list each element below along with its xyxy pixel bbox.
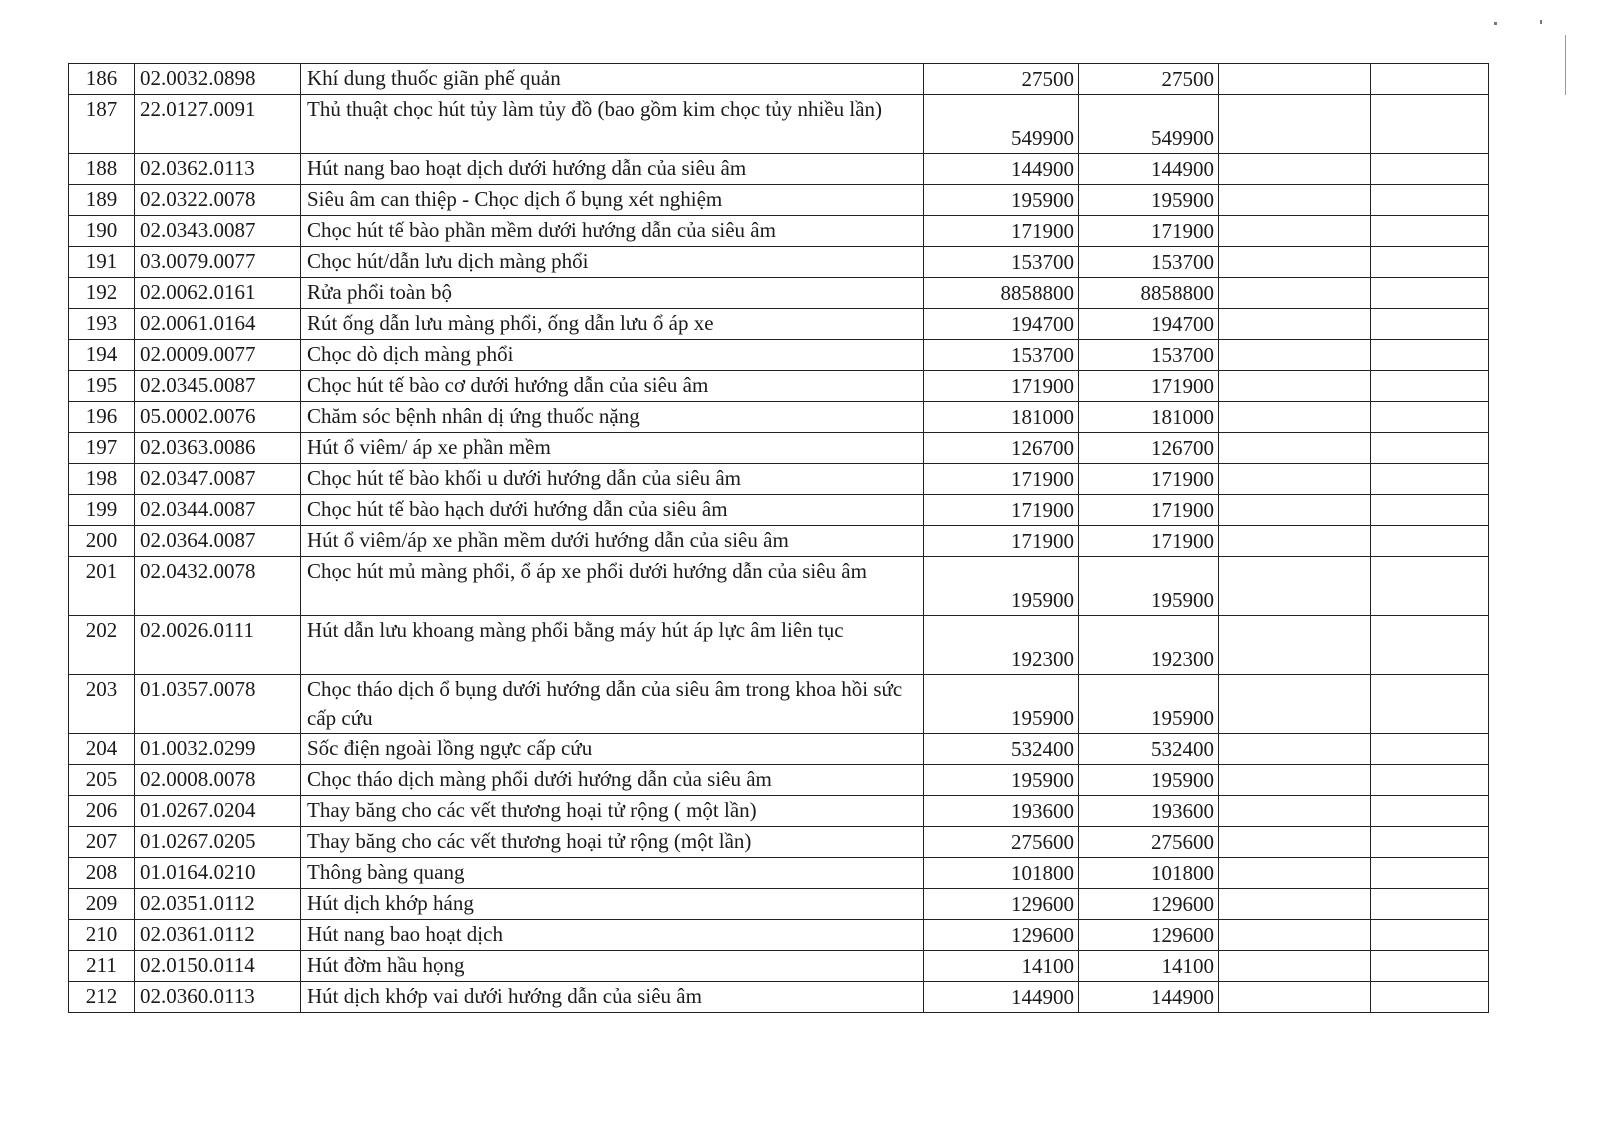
service-name: Siêu âm can thiệp - Chọc dịch ổ bụng xét nghiệm [301,185,924,216]
price-cell: 153700 [924,247,1079,278]
price-cell: 144900 [1079,982,1219,1013]
table-row [69,247,1489,278]
table-row [69,982,1489,1013]
service-code: 02.0364.0087 [135,526,301,557]
table-row [69,889,1489,920]
price-cell: 171900 [1079,464,1219,495]
service-code: 03.0079.0077 [135,247,301,278]
price-cell: 101800 [924,858,1079,889]
service-code: 02.0008.0078 [135,765,301,796]
service-name: Hút dẫn lưu khoang màng phổi bằng máy hút áp lực âm liên tục [301,616,924,675]
row-number: 199 [69,495,135,526]
service-name: Chọc hút tế bào cơ dưới hướng dẫn của siêu âm [301,371,924,402]
price-cell: 195900 [1079,557,1219,616]
row-number: 205 [69,765,135,796]
empty-cell [1371,526,1489,557]
table-row [69,309,1489,340]
row-number: 211 [69,951,135,982]
row-number: 188 [69,154,135,185]
table-row [69,557,1489,616]
empty-cell [1219,433,1371,464]
empty-cell [1219,889,1371,920]
service-code: 02.0150.0114 [135,951,301,982]
row-number: 196 [69,402,135,433]
service-name: Thay băng cho các vết thương hoại tử rộng (một lần) [301,827,924,858]
service-code: 02.0351.0112 [135,889,301,920]
row-number: 204 [69,734,135,765]
empty-cell [1371,216,1489,247]
service-code: 02.0032.0898 [135,64,301,95]
price-cell: 144900 [1079,154,1219,185]
service-name: Sốc điện ngoài lồng ngực cấp cứu [301,734,924,765]
price-cell: 195900 [924,185,1079,216]
table-row [69,920,1489,951]
price-cell: 181000 [924,402,1079,433]
price-cell: 101800 [1079,858,1219,889]
table-row [69,951,1489,982]
price-cell: 549900 [924,95,1079,154]
service-code: 02.0347.0087 [135,464,301,495]
service-name: Thủ thuật chọc hút tủy làm tủy đồ (bao gồm kim chọc tủy nhiều lần) [301,95,924,154]
price-cell: 171900 [924,526,1079,557]
service-code: 01.0267.0205 [135,827,301,858]
price-cell: 126700 [924,433,1079,464]
service-name: Hút nang bao hoạt dịch [301,920,924,951]
scan-mark [1494,22,1497,25]
table-body [69,64,1489,1013]
row-number: 192 [69,278,135,309]
empty-cell [1371,920,1489,951]
price-cell: 192300 [924,616,1079,675]
service-name: Thông bàng quang [301,858,924,889]
service-code: 02.0062.0161 [135,278,301,309]
empty-cell [1219,216,1371,247]
row-number: 212 [69,982,135,1013]
service-name: Chọc hút mủ màng phổi, ổ áp xe phổi dưới hướng dẫn của siêu âm [301,557,924,616]
service-name: Rút ống dẫn lưu màng phổi, ống dẫn lưu ổ áp xe [301,309,924,340]
service-name: Khí dung thuốc giãn phế quản [301,64,924,95]
table-row [69,526,1489,557]
row-number: 189 [69,185,135,216]
service-code: 01.0267.0204 [135,796,301,827]
service-name: Hút ổ viêm/ áp xe phần mềm [301,433,924,464]
empty-cell [1371,154,1489,185]
empty-cell [1371,340,1489,371]
price-cell: 171900 [1079,371,1219,402]
price-cell: 14100 [924,951,1079,982]
table-row [69,734,1489,765]
row-number: 210 [69,920,135,951]
price-cell: 195900 [924,765,1079,796]
price-cell: 195900 [924,675,1079,734]
table-row [69,154,1489,185]
empty-cell [1371,827,1489,858]
empty-cell [1371,371,1489,402]
price-cell: 129600 [924,889,1079,920]
price-cell: 126700 [1079,433,1219,464]
service-code: 22.0127.0091 [135,95,301,154]
scan-edge-line [1565,35,1566,95]
table-row [69,95,1489,154]
row-number: 203 [69,675,135,734]
empty-cell [1371,433,1489,464]
price-cell: 14100 [1079,951,1219,982]
empty-cell [1219,402,1371,433]
price-cell: 171900 [1079,495,1219,526]
service-name: Chọc hút tế bào hạch dưới hướng dẫn của siêu âm [301,495,924,526]
empty-cell [1371,402,1489,433]
service-name: Hút dịch khớp vai dưới hướng dẫn của siêu âm [301,982,924,1013]
price-cell: 532400 [924,734,1079,765]
row-number: 191 [69,247,135,278]
price-cell: 171900 [1079,216,1219,247]
empty-cell [1219,371,1371,402]
empty-cell [1219,982,1371,1013]
row-number: 202 [69,616,135,675]
table-row [69,495,1489,526]
service-code: 02.0344.0087 [135,495,301,526]
service-code: 02.0360.0113 [135,982,301,1013]
empty-cell [1371,247,1489,278]
price-cell: 195900 [1079,185,1219,216]
row-number: 197 [69,433,135,464]
price-cell: 275600 [924,827,1079,858]
row-number: 193 [69,309,135,340]
empty-cell [1371,889,1489,920]
price-cell: 275600 [1079,827,1219,858]
table-row [69,216,1489,247]
price-cell: 195900 [924,557,1079,616]
price-cell: 181000 [1079,402,1219,433]
row-number: 187 [69,95,135,154]
empty-cell [1371,858,1489,889]
table-row [69,675,1489,734]
price-cell: 8858800 [1079,278,1219,309]
price-cell: 129600 [1079,889,1219,920]
service-code: 02.0363.0086 [135,433,301,464]
empty-cell [1219,920,1371,951]
empty-cell [1219,557,1371,616]
empty-cell [1371,95,1489,154]
price-cell: 532400 [1079,734,1219,765]
price-cell: 193600 [1079,796,1219,827]
price-cell: 171900 [924,495,1079,526]
price-cell: 153700 [1079,340,1219,371]
empty-cell [1219,340,1371,371]
service-code: 02.0343.0087 [135,216,301,247]
row-number: 209 [69,889,135,920]
empty-cell [1219,951,1371,982]
price-cell: 171900 [1079,526,1219,557]
empty-cell [1219,734,1371,765]
empty-cell [1219,858,1371,889]
empty-cell [1371,185,1489,216]
service-name: Hút ổ viêm/áp xe phần mềm dưới hướng dẫn của siêu âm [301,526,924,557]
empty-cell [1219,247,1371,278]
empty-cell [1219,495,1371,526]
service-code: 01.0164.0210 [135,858,301,889]
table-row [69,796,1489,827]
scan-mark [1540,20,1542,24]
empty-cell [1371,796,1489,827]
empty-cell [1219,765,1371,796]
empty-cell [1219,827,1371,858]
price-cell: 153700 [1079,247,1219,278]
price-cell: 171900 [924,464,1079,495]
service-name: Hút đờm hầu họng [301,951,924,982]
service-code: 05.0002.0076 [135,402,301,433]
price-cell: 171900 [924,371,1079,402]
empty-cell [1371,309,1489,340]
empty-cell [1219,464,1371,495]
empty-cell [1371,765,1489,796]
table-row [69,64,1489,95]
table-row [69,858,1489,889]
empty-cell [1219,796,1371,827]
service-code: 01.0357.0078 [135,675,301,734]
price-cell: 27500 [924,64,1079,95]
service-name: Chọc hút tế bào phần mềm dưới hướng dẫn của siêu âm [301,216,924,247]
service-name: Chăm sóc bệnh nhân dị ứng thuốc nặng [301,402,924,433]
empty-cell [1371,464,1489,495]
empty-cell [1371,734,1489,765]
row-number: 198 [69,464,135,495]
service-code: 02.0026.0111 [135,616,301,675]
row-number: 206 [69,796,135,827]
price-cell: 193600 [924,796,1079,827]
row-number: 194 [69,340,135,371]
service-code: 02.0362.0113 [135,154,301,185]
service-name: Thay băng cho các vết thương hoại tử rộng ( một lần) [301,796,924,827]
empty-cell [1219,64,1371,95]
price-cell: 549900 [1079,95,1219,154]
table-row [69,371,1489,402]
price-cell: 194700 [1079,309,1219,340]
empty-cell [1219,616,1371,675]
table-row [69,433,1489,464]
service-name: Rửa phổi toàn bộ [301,278,924,309]
empty-cell [1219,675,1371,734]
empty-cell [1371,951,1489,982]
table-row [69,827,1489,858]
empty-cell [1219,95,1371,154]
row-number: 195 [69,371,135,402]
empty-cell [1219,278,1371,309]
service-code: 01.0032.0299 [135,734,301,765]
table-row [69,278,1489,309]
service-code: 02.0432.0078 [135,557,301,616]
price-cell: 129600 [1079,920,1219,951]
table-row [69,616,1489,675]
price-table [68,63,1489,1013]
row-number: 208 [69,858,135,889]
service-name: Hút dịch khớp háng [301,889,924,920]
empty-cell [1219,526,1371,557]
row-number: 200 [69,526,135,557]
table-row [69,402,1489,433]
row-number: 186 [69,64,135,95]
table-row [69,185,1489,216]
empty-cell [1371,64,1489,95]
price-cell: 195900 [1079,765,1219,796]
empty-cell [1371,495,1489,526]
service-code: 02.0361.0112 [135,920,301,951]
price-cell: 192300 [1079,616,1219,675]
row-number: 201 [69,557,135,616]
service-name: Chọc dò dịch màng phổi [301,340,924,371]
service-code: 02.0009.0077 [135,340,301,371]
service-code: 02.0061.0164 [135,309,301,340]
price-cell: 144900 [924,982,1079,1013]
empty-cell [1371,616,1489,675]
price-cell: 171900 [924,216,1079,247]
service-code: 02.0322.0078 [135,185,301,216]
empty-cell [1371,278,1489,309]
empty-cell [1219,185,1371,216]
row-number: 207 [69,827,135,858]
price-cell: 153700 [924,340,1079,371]
service-name: Chọc tháo dịch ổ bụng dưới hướng dẫn của siêu âm trong khoa hồi sức cấp cứu [301,675,924,734]
service-name: Chọc hút/dẫn lưu dịch màng phổi [301,247,924,278]
price-cell: 27500 [1079,64,1219,95]
price-cell: 8858800 [924,278,1079,309]
service-name: Chọc tháo dịch màng phổi dưới hướng dẫn của siêu âm [301,765,924,796]
empty-cell [1371,675,1489,734]
price-cell: 195900 [1079,675,1219,734]
service-name: Hút nang bao hoạt dịch dưới hướng dẫn của siêu âm [301,154,924,185]
price-cell: 144900 [924,154,1079,185]
table-row [69,340,1489,371]
service-name: Chọc hút tế bào khối u dưới hướng dẫn của siêu âm [301,464,924,495]
row-number: 190 [69,216,135,247]
empty-cell [1219,154,1371,185]
empty-cell [1371,557,1489,616]
empty-cell [1219,309,1371,340]
table-row [69,464,1489,495]
table-row [69,765,1489,796]
price-cell: 194700 [924,309,1079,340]
empty-cell [1371,982,1489,1013]
service-code: 02.0345.0087 [135,371,301,402]
price-cell: 129600 [924,920,1079,951]
